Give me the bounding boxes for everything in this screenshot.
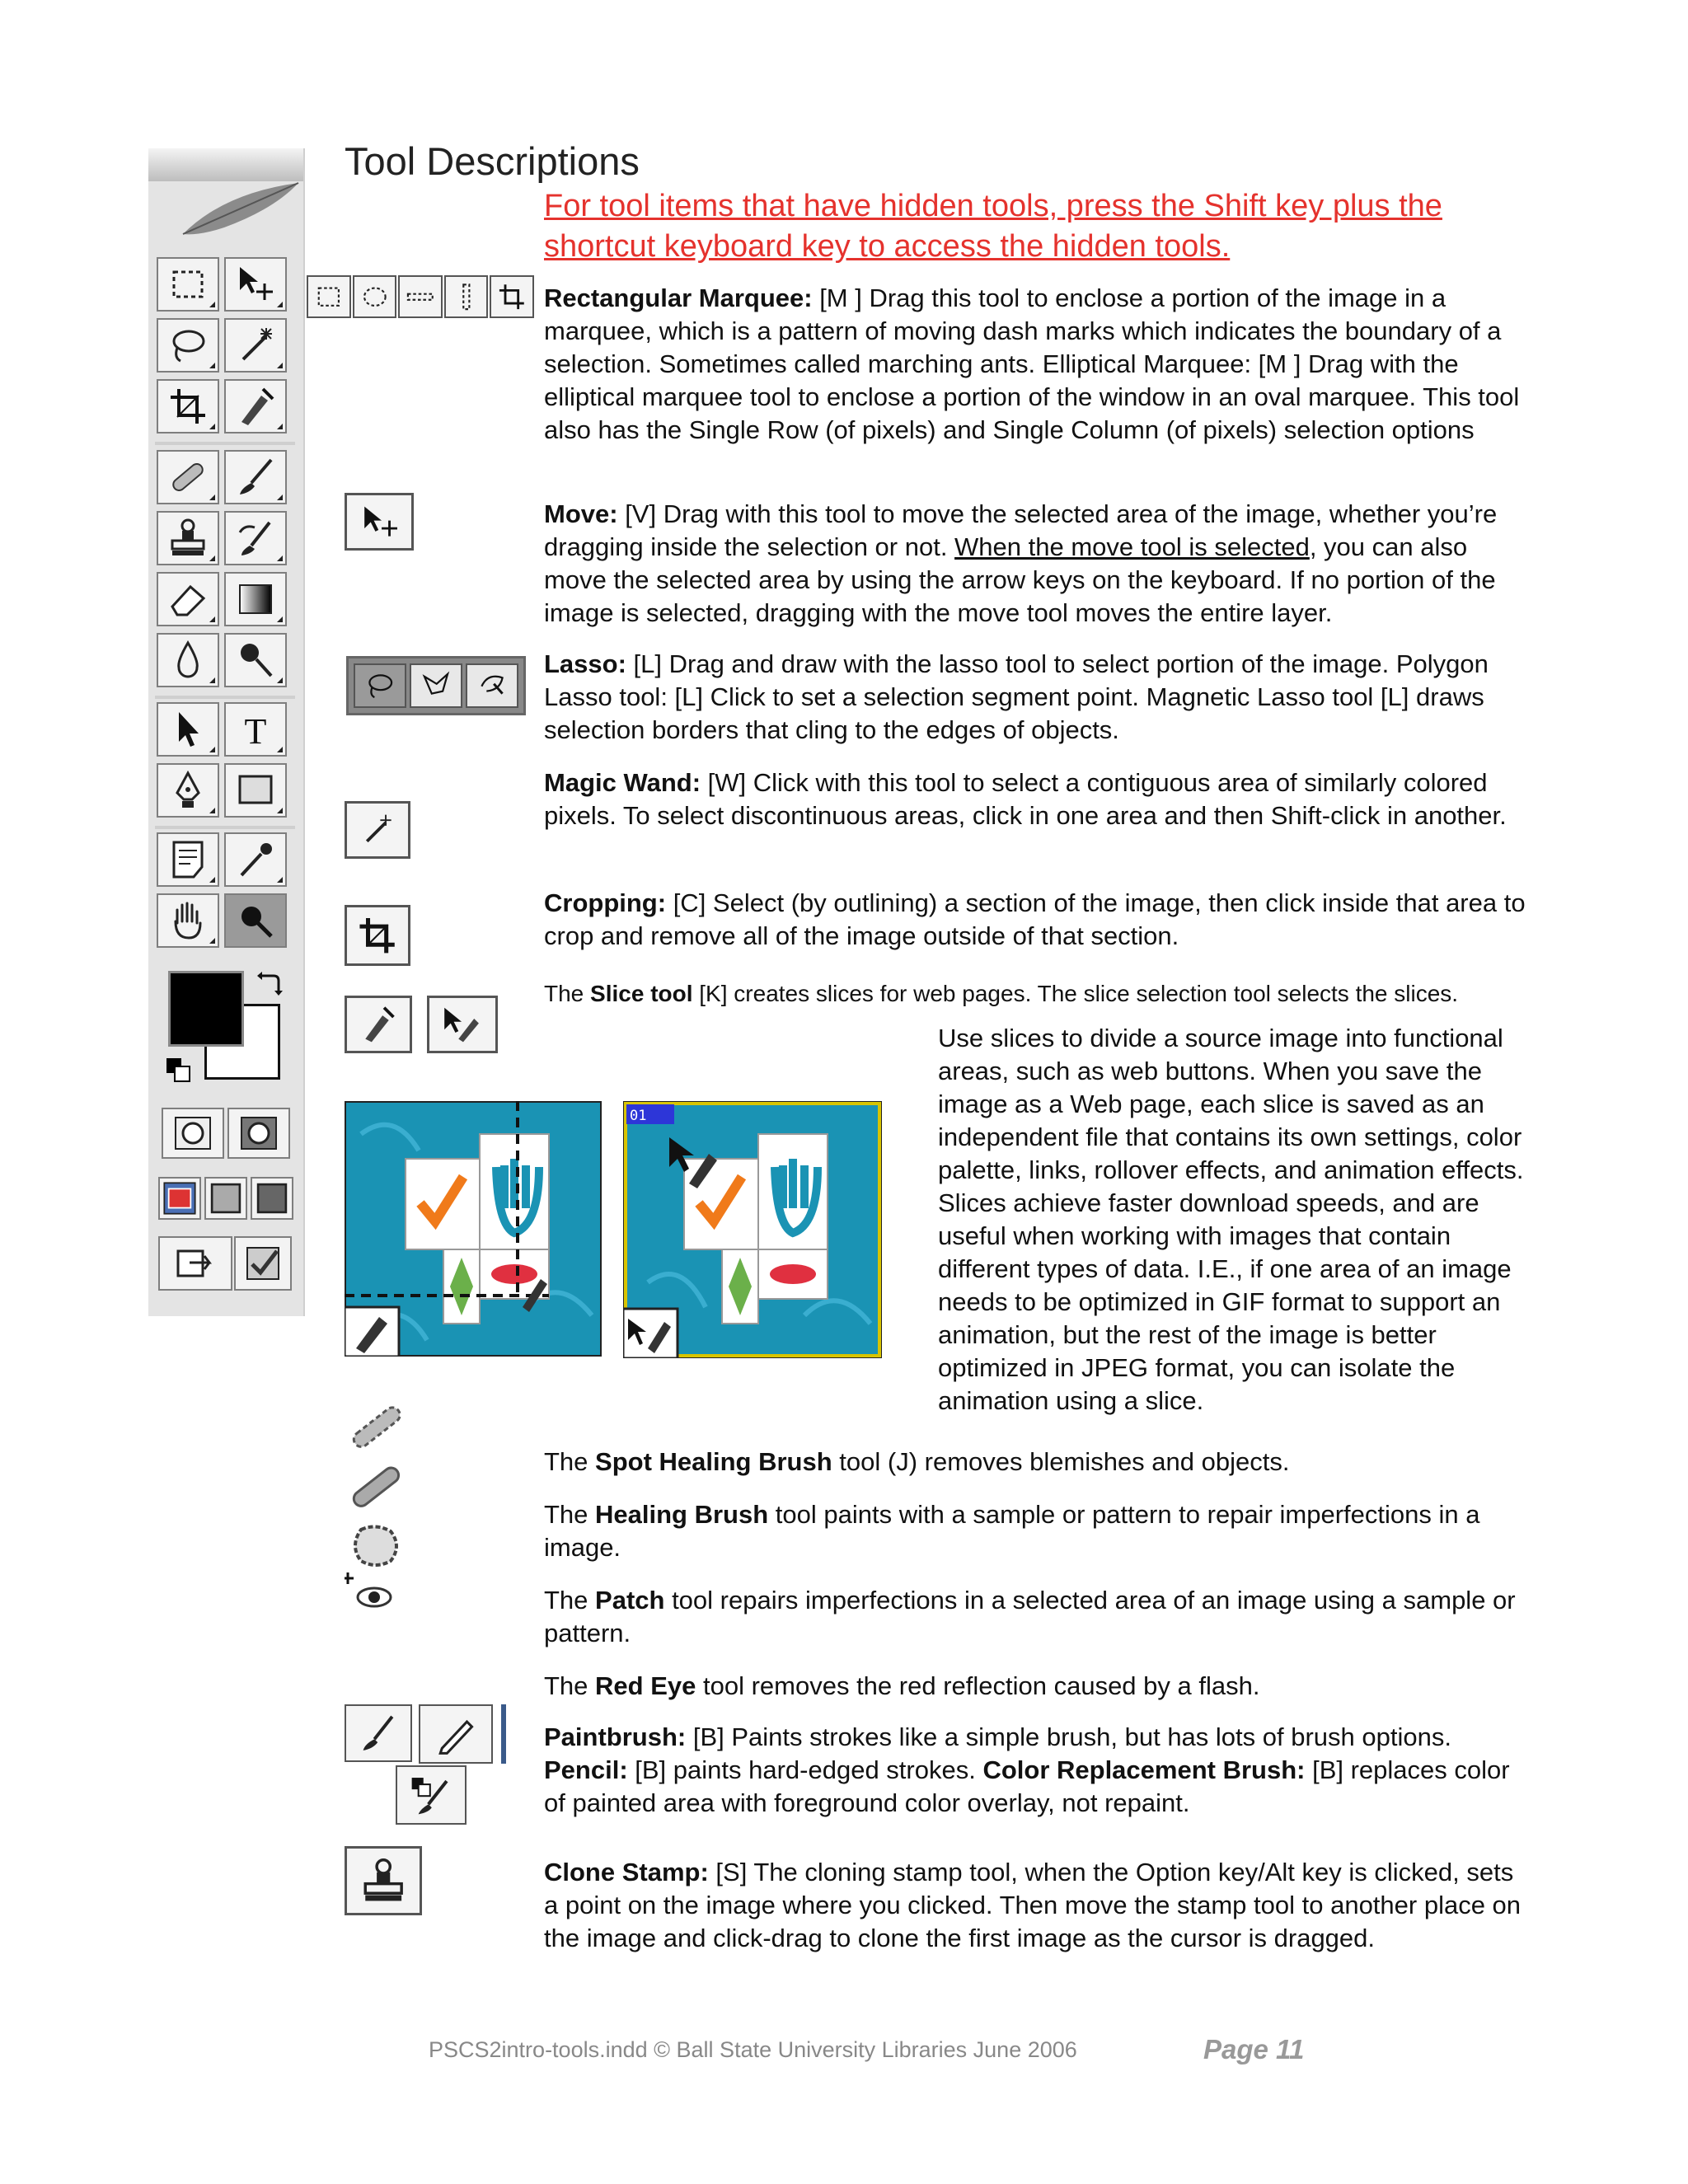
healing-body: tool paints with a sample or pattern to repair imperfections in a image. (544, 1500, 1480, 1562)
slice-description (544, 977, 1533, 1010)
red-eye-tool-name: Red Eye (595, 1671, 696, 1700)
move-body-part1: [V] Drag with this tool to move the selected area of the image, whether you’re dragging inside the selection or not. (544, 499, 1498, 561)
spot-healing-body: tool (J) removes blemishes and objects. (832, 1447, 1290, 1476)
toolbox-eyedropper-button[interactable] (224, 832, 287, 887)
clone-stamp-description (544, 1856, 1533, 1955)
toolbox-brush-button[interactable] (224, 450, 287, 504)
marquee-tool-name: Rectangular Marquee: (544, 284, 813, 312)
healing-pre: The (544, 1500, 596, 1529)
paintbrush-icon (345, 1704, 412, 1762)
toolbox-pen-button[interactable] (157, 763, 219, 818)
toolbox-zoom-button[interactable] (224, 893, 287, 948)
paintbrush-tool-name: Paintbrush: (544, 1722, 687, 1751)
toolbox-healing-button[interactable] (157, 450, 219, 504)
spot-healing-description (544, 1446, 1533, 1479)
marquee-tools-strip (307, 275, 534, 318)
rectangular-marquee-icon (307, 275, 351, 318)
foreground-color-swatch[interactable] (168, 971, 244, 1047)
lasso-tools-strip (346, 656, 526, 715)
healing-brush-description (544, 1498, 1533, 1564)
crop-description (544, 887, 1533, 953)
slice-detail-text: Use slices to divide a source image into functional areas, such as web buttons. When you save the image as a Web page, each slice is saved as an independent file that contains its own settings, color palette, links, rollover effects, and animation effects. Slices achieve faster download speeds, and are useful when working with images that contain different types of data. I.E., if one area of an image needs to be optimized in GIF format to support an animation, but the rest of the image is better optimized in JPEG format, you can isolate the animation using a slice. (938, 1024, 1524, 1415)
screen-mode-full-menu-button[interactable] (204, 1177, 247, 1220)
spot-healing-brush-icon (345, 1396, 410, 1454)
paintbrush-body: [B] Paints strokes like a simple brush, but has lots of brush options. (686, 1722, 1451, 1751)
crop-tool-name: Cropping: (544, 888, 667, 917)
slice-example-image-2 (623, 1101, 882, 1358)
magic-wand-body: [W] Click with this tool to select a contiguous area of similarly colored pixels. To select discontinuous areas, click in one area and then Shift-click in another. (544, 768, 1507, 830)
toolbox-move-button[interactable] (224, 257, 287, 312)
red-eye-body: tool removes the red reflection caused by a flash. (696, 1671, 1260, 1700)
pencil-icon (419, 1704, 493, 1764)
red-eye-pre: The (544, 1671, 596, 1700)
toolbox-lasso-button[interactable] (157, 318, 219, 373)
crop-icon (490, 275, 534, 318)
toolbox-gradient-button[interactable] (224, 572, 287, 626)
toolbox-path-selection-button[interactable] (157, 702, 219, 757)
slice-body: [K] creates slices for web pages. The slice selection tool selects the slices. (692, 981, 1459, 1006)
feather-logo-icon (175, 176, 307, 242)
patch-body: tool repairs imperfections in a selected area of an image using a sample or pattern. (544, 1586, 1516, 1647)
patch-tool-name: Patch (595, 1586, 665, 1615)
lasso-tool-name: Lasso: (544, 649, 626, 678)
patch-pre: The (544, 1586, 596, 1615)
imageready-icon[interactable] (234, 1236, 292, 1291)
toolbox-hand-button[interactable] (157, 893, 219, 948)
red-eye-description (544, 1670, 1533, 1703)
toolbox-magic-wand-button[interactable] (224, 318, 287, 373)
toolbox-blur-button[interactable] (157, 633, 219, 687)
page-title: Tool Descriptions (345, 139, 640, 183)
toolbox-crop-button[interactable] (157, 379, 219, 434)
page-number: Page 11 (1203, 2034, 1305, 2064)
standard-mode-button[interactable] (162, 1108, 224, 1159)
toolbox-shape-button[interactable] (224, 763, 287, 818)
pencil-body: [B] paints hard-edged strokes. (627, 1755, 983, 1784)
toolbox-eraser-button[interactable] (157, 572, 219, 626)
lasso-icon (354, 663, 406, 708)
move-body-underlined: When the move tool is selected (954, 532, 1310, 561)
slice-tool-name: Slice tool (590, 981, 693, 1006)
toolbox-slice-button[interactable] (224, 379, 287, 434)
slice-select-tool-icon (427, 996, 498, 1053)
toolbox-divider (155, 442, 295, 445)
quick-mask-mode-button[interactable] (227, 1108, 290, 1159)
single-row-marquee-icon (398, 275, 443, 318)
clone-stamp-body: [S] The cloning stamp tool, when the Option key/Alt key is clicked, sets a point on the image where you clicked. Then move the stamp tool to another place on the image and click-drag to clone the first image as the cursor is dragged. (544, 1858, 1522, 1952)
marquee-description (544, 282, 1533, 447)
slice-example-image-1 (345, 1101, 602, 1357)
toolbox-clone-stamp-button[interactable] (157, 511, 219, 565)
lasso-body: [L] Drag and draw with the lasso tool to select portion of the image. Polygon Lasso tool: [L] Click to set a selection segment point. Magnetic Lasso tool [L] draws selection borders that cling to the edges of objects. (544, 649, 1489, 744)
toolbox-dodge-button[interactable] (224, 633, 287, 687)
magic-wand-tool-name: Magic Wand: (544, 768, 701, 797)
move-tool-icon (345, 493, 414, 551)
patch-description (544, 1584, 1533, 1650)
toolbox-marquee-button[interactable] (157, 257, 219, 312)
toolbox-divider (155, 696, 295, 699)
single-column-marquee-icon (444, 275, 489, 318)
pencil-tool-name: Pencil: (544, 1755, 628, 1784)
color-replacement-brush-icon (396, 1765, 467, 1825)
toolbox-type-button[interactable] (224, 702, 287, 757)
default-colors-icon[interactable] (165, 1057, 193, 1085)
magic-wand-icon (345, 801, 410, 859)
spot-healing-tool-name: Spot Healing Brush (595, 1447, 832, 1476)
red-eye-tool-icon (345, 1569, 397, 1615)
hidden-tools-hint: For tool items that have hidden tools, press the Shift key plus the shortcut keyboard key to access the hidden tools. (544, 189, 1442, 264)
clone-stamp-tool-name: Clone Stamp: (544, 1858, 709, 1886)
tool-divider-bar (501, 1704, 506, 1764)
lasso-description (544, 648, 1533, 747)
slice-number-badge: 01 (630, 1108, 647, 1124)
toolbox-divider (155, 826, 295, 829)
spot-healing-pre: The (544, 1447, 596, 1476)
swap-colors-icon[interactable] (256, 969, 284, 997)
slice-pre: The (544, 981, 591, 1006)
toolbox-notes-button[interactable] (157, 832, 219, 887)
svg-text:T: T (244, 711, 267, 752)
screen-mode-standard-button[interactable] (158, 1177, 201, 1220)
color-replacement-tool-name: Color Replacement Brush: (982, 1755, 1306, 1784)
magic-wand-description (544, 766, 1533, 832)
polygon-lasso-icon (410, 663, 462, 708)
healing-tool-name: Healing Brush (595, 1500, 769, 1529)
slice-tool-icon (345, 996, 412, 1053)
patch-tool-icon (345, 1521, 407, 1571)
screen-mode-full-button[interactable] (251, 1177, 293, 1220)
brush-description (544, 1721, 1533, 1820)
move-tool-name: Move: (544, 499, 618, 528)
magnetic-lasso-icon (466, 663, 518, 708)
clone-stamp-tool-icon (345, 1846, 422, 1915)
footer-credit: PSCS2intro-tools.indd © Ball State University Libraries June 2006 (429, 2037, 1077, 2062)
healing-brush-icon (345, 1459, 410, 1513)
elliptical-marquee-icon (353, 275, 397, 318)
toolbox-history-brush-button[interactable] (224, 511, 287, 565)
jump-to-imageready-button[interactable] (158, 1236, 232, 1291)
crop-body: [C] Select (by outlining) a section of the image, then click inside that area to crop and remove all of the image outside of that section. (544, 888, 1526, 950)
crop-tool-icon (345, 905, 410, 966)
color-replacement-body: [B] replaces color of painted area with foreground color overlay, not repaint. (544, 1755, 1510, 1817)
move-description (544, 498, 1533, 630)
move-body-part2: , you can also move the selected area by using the arrow keys on the keyboard. If no portion of the image is selected, dragging with the move tool moves the entire layer. (544, 532, 1496, 627)
marquee-body: [M ] Drag this tool to enclose a portion of the image in a marquee, which is a pattern of moving dash marks which indicates the boundary of a selection. Sometimes called marching ants. Elliptical Marquee: [M ] Drag with the elliptical marquee tool to enclose a portion of the window in an oval marquee. This tool also has the Single Row (of pixels) and Single Column (of pixels) selection options (544, 284, 1520, 444)
